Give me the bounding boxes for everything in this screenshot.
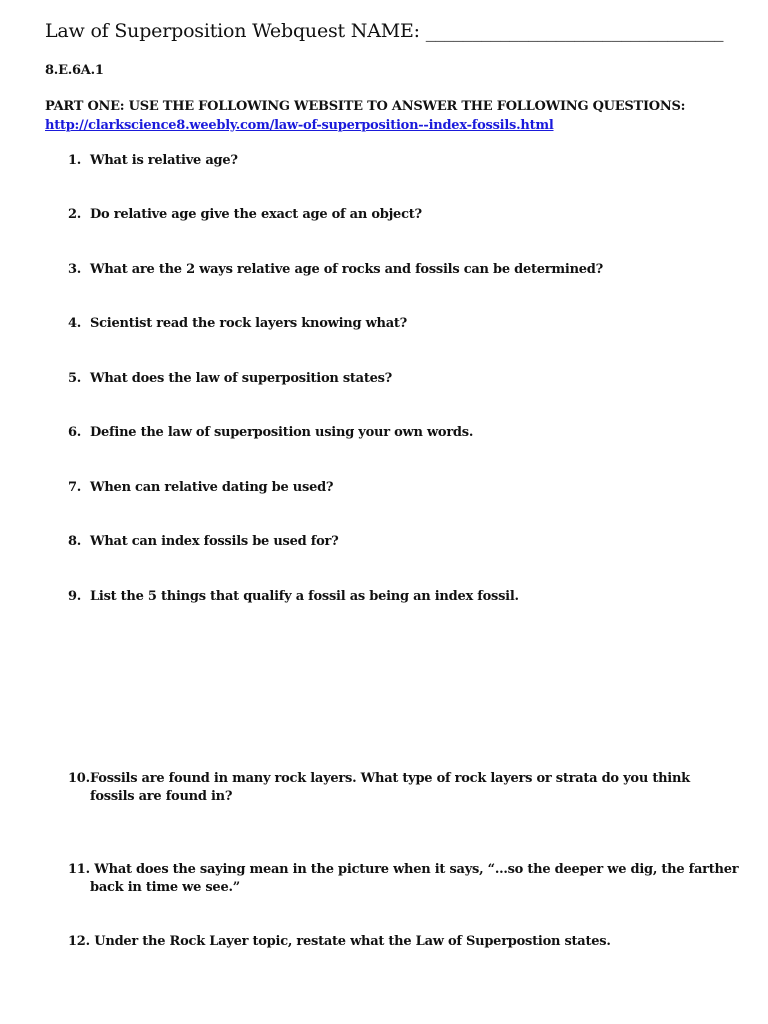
- website-link[interactable]: http://clarkscience8.weebly.com/law-of-superposition--index-fossils.html: [45, 118, 554, 133]
- question-item: [68, 588, 519, 606]
- question-item: [68, 533, 339, 551]
- question-text-continued: fossils are found in?: [90, 789, 233, 804]
- question-item: [68, 315, 407, 333]
- question-text: Under the Rock Layer topic, restate what the Law of Superpostion states.: [90, 934, 611, 949]
- question-text: What does the law of superposition states?: [90, 371, 393, 386]
- worksheet-title: Law of Superposition Webquest NAME: ________________________________: [45, 20, 724, 42]
- question-number: 3.: [68, 262, 82, 277]
- question-number: 1.: [68, 153, 82, 168]
- question-text: What can index fossils be used for?: [90, 534, 339, 549]
- question-number: 8.: [68, 534, 82, 549]
- question-item: [68, 424, 473, 442]
- question-text: List the 5 things that qualify a fossil as being an index fossil.: [90, 589, 519, 604]
- question-item: [68, 206, 422, 224]
- standard-code: 8.E.6A.1: [45, 63, 104, 78]
- question-item: [68, 370, 392, 388]
- question-text: Do relative age give the exact age of an object?: [90, 207, 422, 222]
- question-text: When can relative dating be used?: [90, 480, 334, 495]
- question-number: 9.: [68, 589, 82, 604]
- question-text: Define the law of superposition using your own words.: [90, 425, 474, 440]
- question-number: 5.: [68, 371, 82, 386]
- question-number: 11.: [68, 862, 90, 877]
- question-item: [68, 861, 738, 897]
- question-text: Scientist read the rock layers knowing what?: [90, 316, 408, 331]
- question-text-continued: back in time we see.”: [90, 880, 240, 895]
- question-text: What does the saying mean in the picture when it says, “…so the deeper we dig, the farther: [90, 862, 739, 877]
- question-text: What are the 2 ways relative age of rocks and fossils can be determined?: [90, 262, 604, 277]
- question-item: [68, 933, 611, 951]
- question-number: 12.: [68, 934, 90, 949]
- question-item: [68, 261, 603, 279]
- question-number: 4.: [68, 316, 82, 331]
- question-number: 6.: [68, 425, 82, 440]
- question-number: 2.: [68, 207, 82, 222]
- question-item: [68, 770, 690, 806]
- question-number: 7.: [68, 480, 82, 495]
- question-item: [68, 152, 238, 170]
- question-item: [68, 479, 333, 497]
- question-text: Fossils are found in many rock layers. What type of rock layers or strata do you think: [90, 771, 690, 786]
- question-number: 10.: [68, 771, 90, 786]
- part-one-heading: PART ONE: USE THE FOLLOWING WEBSITE TO ANSWER THE FOLLOWING QUESTIONS:: [45, 99, 686, 114]
- question-text: What is relative age?: [90, 153, 238, 168]
